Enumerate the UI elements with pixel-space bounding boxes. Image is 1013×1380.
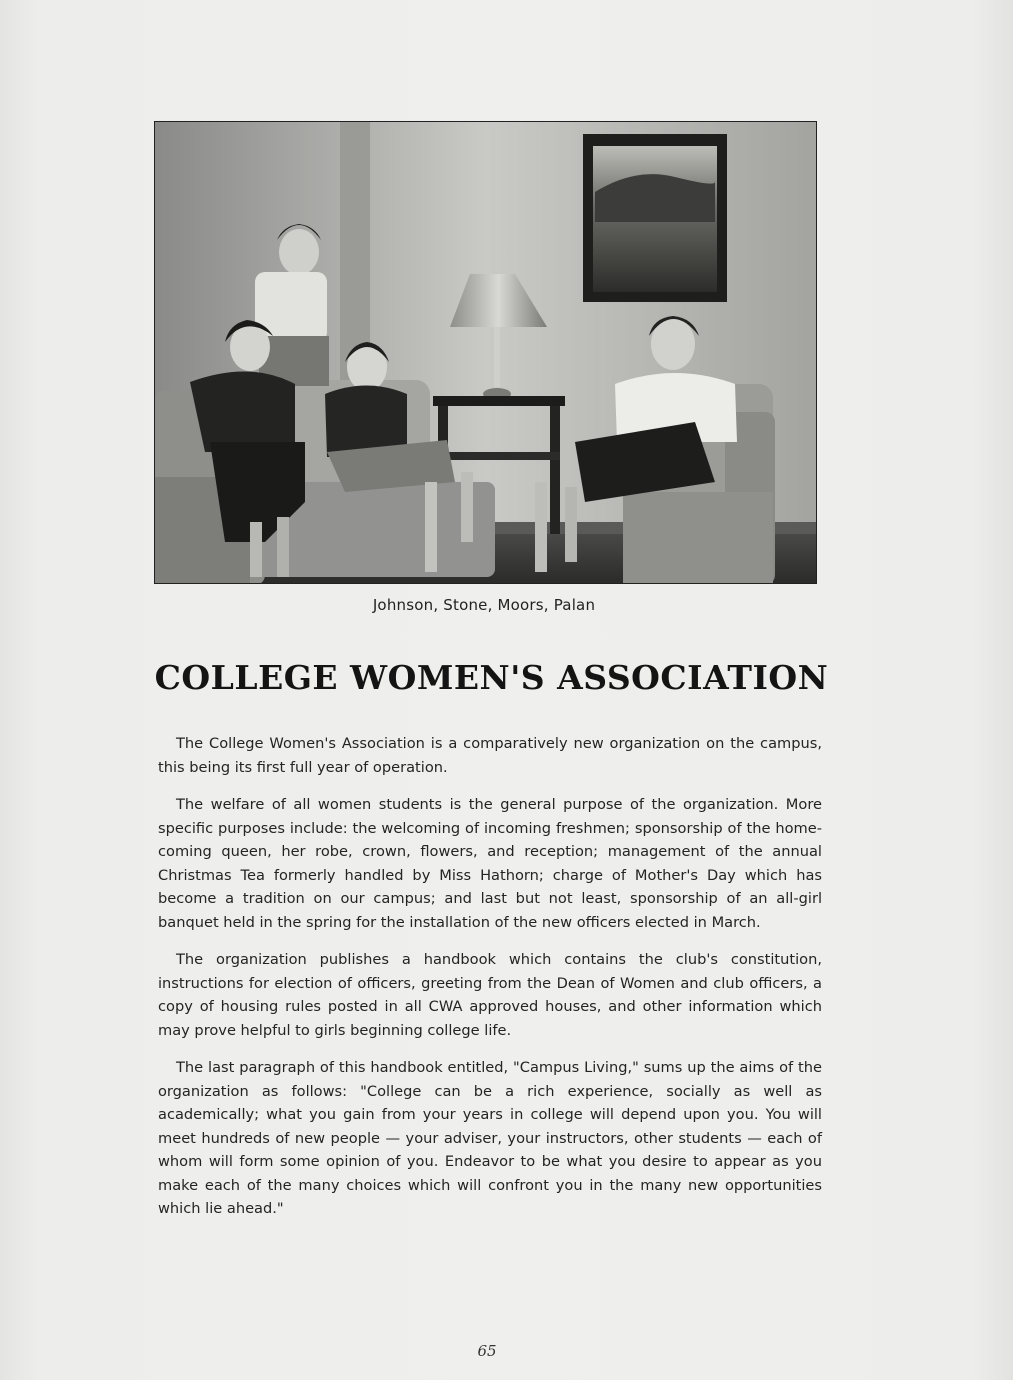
- paragraph-campus-living: The last paragraph of this handbook entitled, "Campus Living," sums up the aims of the organization as follows: "College can be a rich experience, socially as well as academically; what you gain from your years in college will depend upon you. You will meet hundreds of new people — your adviser, your instructors, other students — each of whom will form some opinion of you. Endeavor to be what you desire to appear as you make each of the many choices which will confront you in the many new opportunities which lie ahead.": [158, 1059, 822, 1217]
- photo-caption: Johnson, Stone, Moors, Palan: [372, 596, 596, 614]
- article-title: COLLEGE WOMEN'S ASSOCIATION: [154, 658, 829, 697]
- page-number: 65: [477, 1342, 497, 1360]
- article-body: [158, 732, 822, 1235]
- paragraph-purpose: The welfare of all women students is the general purpose of the organization. More specific purposes include: the welcoming of incoming freshmen; sponsorship of the home-coming queen, her robe, crown, flowers, and reception; management of the annual Christmas Tea formerly handled by Miss Hathorn; charge of Mother's Day which has become a tradition on our campus; and last but not least, sponsorship of an all-girl banquet held in the spring for the installation of the new officers elected in March.: [158, 796, 822, 931]
- group-photo: [154, 121, 817, 584]
- painting-on-wall: [583, 134, 727, 302]
- paragraph-handbook: The organization publishes a handbook which contains the club's constitution, instructions for election of officers, greeting from the Dean of Women and club officers, a copy of housing rules posted in all CWA approved houses, and other information which may prove helpful to girls beginning college life.: [158, 951, 822, 1039]
- paragraph-intro: The College Women's Association is a comparatively new organization on the campus, this being its first full year of operation.: [158, 735, 822, 776]
